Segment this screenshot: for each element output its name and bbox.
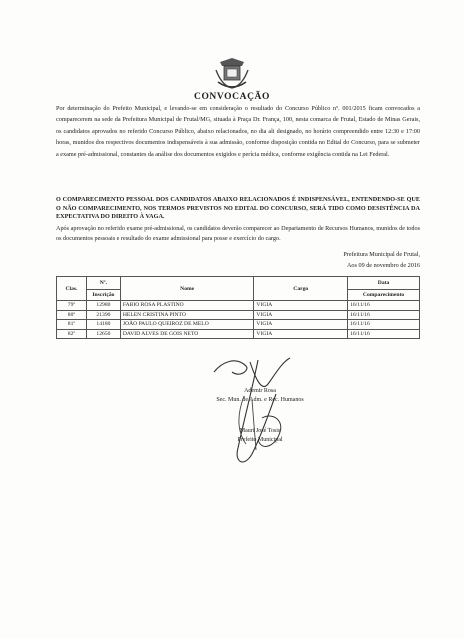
- header-data: Data: [348, 277, 420, 290]
- row-data: 16/11/16: [348, 329, 420, 339]
- row-nome: JOÃO PAULO QUEIROZ DE MELO: [120, 320, 254, 330]
- signer1-role: Sec. Mun. de Adm. e Rec. Humanos: [216, 397, 304, 403]
- table-row: [57, 329, 420, 339]
- header-clas: Clas.: [57, 277, 87, 301]
- candidates-table: [56, 276, 420, 339]
- row-nome: HELEN CRISTINA PINTO: [120, 310, 254, 320]
- header-cargo: Cargo: [254, 277, 348, 301]
- post-exam-instructions: Após aprovação no referido exame pré-admissional, os candidatos deverão comparecer ao Departamento de Recursos Humanos, munidos de todos os documentos pessoais e resultado do exame admissional para posse e exercício do cargo.: [56, 225, 420, 242]
- convocation-paragraph: Por determinação do Prefeito Municipal, e levando-se em consideração o resultado do Concurso Público nº. 001/2015 ficam convocados a comparecerem na sede da Prefeitura Municipal de Frutal/MG, situada à Praça Dr. França, 100, nesta comarca de Frutal, Estado de Minas Gerais, os candidatos aprovados no referido Concurso Público, abaixo relacionados, no dia ali designado, no horário compreendido entre 12:30 e 17:00 horas, munidos dos respectivos documentos indispensáveis à sua admissão, conforme disposição contida no Edital do Concurso, para se submeter a exame pré-admissional, constantes da análise dos documentos exigidos e perícia médica, conforme exigência contida na Lei Federal.: [56, 105, 420, 158]
- signer1-name: Ademir Rosa: [244, 388, 276, 394]
- row-clas: 79º: [57, 301, 87, 311]
- row-nome: FABIO ROSA PLASTINO: [120, 301, 254, 311]
- table-row: [57, 320, 420, 330]
- header-no: Nº.: [86, 277, 120, 290]
- row-inscricao: 12980: [86, 301, 120, 311]
- table-row: [57, 310, 420, 320]
- row-cargo: VIGIA: [254, 301, 348, 311]
- signer2-role: Prefeito Municipal: [237, 437, 283, 443]
- row-clas: 81º: [57, 320, 87, 330]
- row-data: 16/11/16: [348, 320, 420, 330]
- row-cargo: VIGIA: [254, 320, 348, 330]
- row-nome: DAVID ALVES DE GOIS NETO: [120, 329, 254, 339]
- issuing-place: Prefeitura Municipal de Frutal,: [343, 251, 420, 258]
- row-inscricao: 21390: [86, 310, 120, 320]
- row-cargo: VIGIA: [254, 310, 348, 320]
- header-nome: Nome: [120, 277, 254, 301]
- row-inscricao: 12650: [86, 329, 120, 339]
- header-comparecimento: Comparecimento: [348, 290, 420, 301]
- mandatory-attendance-notice: O COMPARECIMENTO PESSOAL DOS CANDIDATOS ABAIXO RELACIONADOS É INDISPENSÁVEL, ENTENDENDO-SE QUE O NÃO COMPARECIMENTO, NOS TERMOS PREVISTOS NO EDITAL DO CONCURSO, SERÁ TIDO COMO DESISTÊNCIA DA EXPECTATIVA DO DIREITO À VAGA.: [56, 196, 420, 221]
- signer2-name: Mauri José Tosis: [239, 428, 281, 434]
- row-clas: 82º: [57, 329, 87, 339]
- row-cargo: VIGIA: [254, 329, 348, 339]
- document-title: CONVOCAÇÃO: [193, 92, 270, 102]
- municipal-coat-of-arms-icon: [212, 56, 252, 92]
- table-row: [57, 301, 420, 311]
- row-data: 16/11/16: [348, 310, 420, 320]
- header-inscricao: Inscrição: [86, 290, 120, 301]
- row-data: 16/11/16: [348, 301, 420, 311]
- row-inscricao: 14180: [86, 320, 120, 330]
- row-clas: 80º: [57, 310, 87, 320]
- issue-date: Aos 09 de novembro de 2016: [346, 262, 420, 269]
